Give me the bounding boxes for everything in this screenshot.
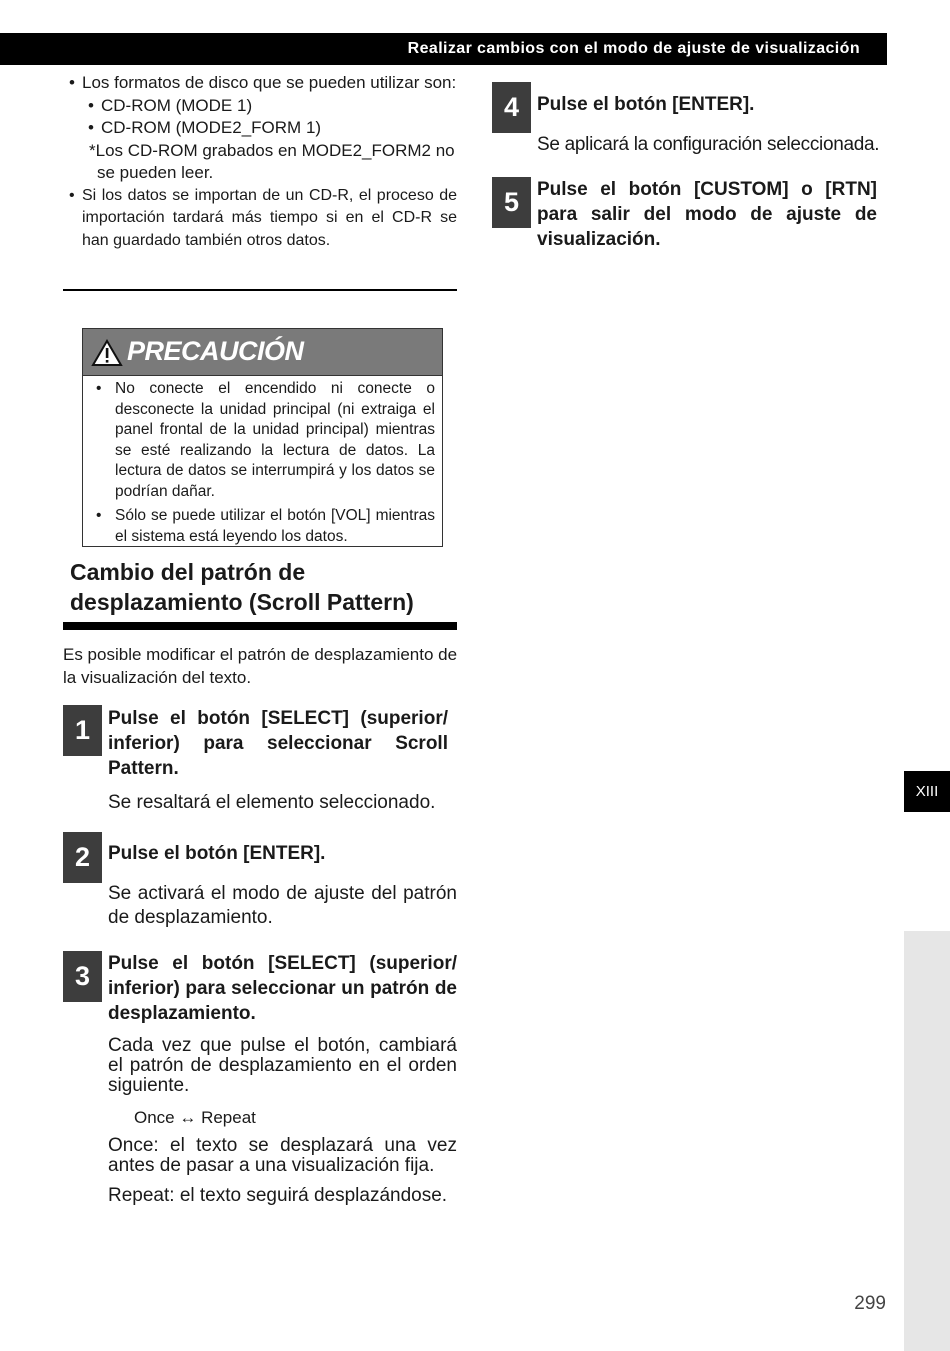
note-subitem-text: CD-ROM (MODE 1)	[101, 95, 253, 115]
note-subitem: • CD-ROM (MODE2_FORM 1)	[88, 118, 322, 137]
disc-notes	[63, 72, 457, 252]
caution-text: No conecte el encendido ni conecte o desconecte la unidad principal (ni extraiga el panel frontal de la unidad principal) mientras se esté realizando la lectura de datos. La lectura de datos se interrumpirá y los datos se podrían dañar.	[115, 380, 435, 500]
section-title-line: desplazamiento (Scroll Pattern)	[70, 589, 414, 615]
step-number: 4	[492, 82, 531, 133]
caution-item: • Sólo se puede utilizar el botón [VOL] mientras el sistema está leyendo los datos.	[96, 507, 435, 545]
step-result: Se activará el modo de ajuste del patrón de desplazamiento.	[108, 883, 457, 928]
pattern-cycle: Once ↔ Repeat	[134, 1108, 256, 1127]
section-title-line: Cambio del patrón de	[70, 559, 306, 585]
step-result: Cada vez que pulse el botón, cambiará el patrón de desplazamiento en el orden siguiente.	[108, 1035, 457, 1096]
caution-text: Sólo se puede utilizar el botón [VOL] mientras el sistema está leyendo los datos.	[115, 507, 435, 545]
section-intro: Es posible modificar el patrón de desplazamiento de la visualización del texto.	[63, 645, 458, 687]
caution-box	[82, 328, 443, 547]
section-title	[70, 557, 460, 617]
step-instruction: Pulse el botón [ENTER].	[108, 843, 326, 864]
step-instruction: Pulse el botón [ENTER].	[537, 94, 755, 115]
note-subitem: • CD-ROM (MODE 1)	[88, 95, 253, 115]
step-number: 1	[63, 705, 102, 756]
caution-header	[83, 329, 442, 376]
header-title: Realizar cambios con el modo de ajuste de visualización	[407, 40, 860, 57]
note-text: Si los datos se importan de un CD-R, el proceso de importación tardará más tiempo si en el CD-R se han guardado también otros datos.	[82, 186, 457, 249]
pattern-once-desc: Once: el texto se desplazará una vez antes de pasar a una visualización fija.	[108, 1135, 457, 1176]
caution-item: • No conecte el encendido ni conecte o desconecte la unidad principal (ni extraiga el panel frontal de la unidad principal) mientras se esté realizando la lectura de datos. La lectura de datos se interrumpirá y los datos se podrían dañar.	[96, 380, 435, 500]
note-item: • Los formatos de disco que se pueden utilizar son:	[69, 73, 457, 92]
side-strip	[904, 931, 950, 1351]
note-footnote: *Los CD-ROM grabados en MODE2_FORM2 no se pueden leer.	[89, 140, 455, 182]
step-result: Se aplicará la configuración seleccionada.	[537, 134, 880, 155]
divider	[63, 289, 457, 291]
chapter-tab	[904, 771, 950, 812]
step-instruction: Pulse el botón [CUSTOM] o [RTN] para salir del modo de ajuste de visualización.	[537, 179, 877, 250]
note-text: Los formatos de disco que se pueden utilizar son:	[82, 73, 457, 92]
section-rule	[63, 622, 457, 630]
page-number: 299	[854, 1293, 886, 1314]
header-bar	[0, 33, 887, 65]
chapter-tab-label: XIII	[915, 783, 939, 800]
step-result: Se resaltará el elemento seleccionado.	[108, 792, 436, 813]
pattern-repeat-desc: Repeat: el texto seguirá desplazándose.	[108, 1185, 448, 1206]
step-instruction: Pulse el botón [SELECT] (superior/ inferior) para seleccionar Scroll Pattern.	[108, 708, 448, 779]
note-subitem-text: CD-ROM (MODE2_FORM 1)	[101, 118, 322, 137]
warning-icon	[91, 339, 123, 367]
step-number: 3	[63, 951, 102, 1002]
step-number: 2	[63, 832, 102, 883]
step-number: 5	[492, 177, 531, 228]
note-item: • Si los datos se importan de un CD-R, el proceso de importación tardará más tiempo si en el CD-R se han guardado también otros datos.	[69, 186, 457, 249]
caution-title: PRECAUCIÓN	[127, 336, 304, 366]
step-instruction: Pulse el botón [SELECT] (superior/ inferior) para seleccionar un patrón de desplazamiento.	[108, 953, 457, 1024]
